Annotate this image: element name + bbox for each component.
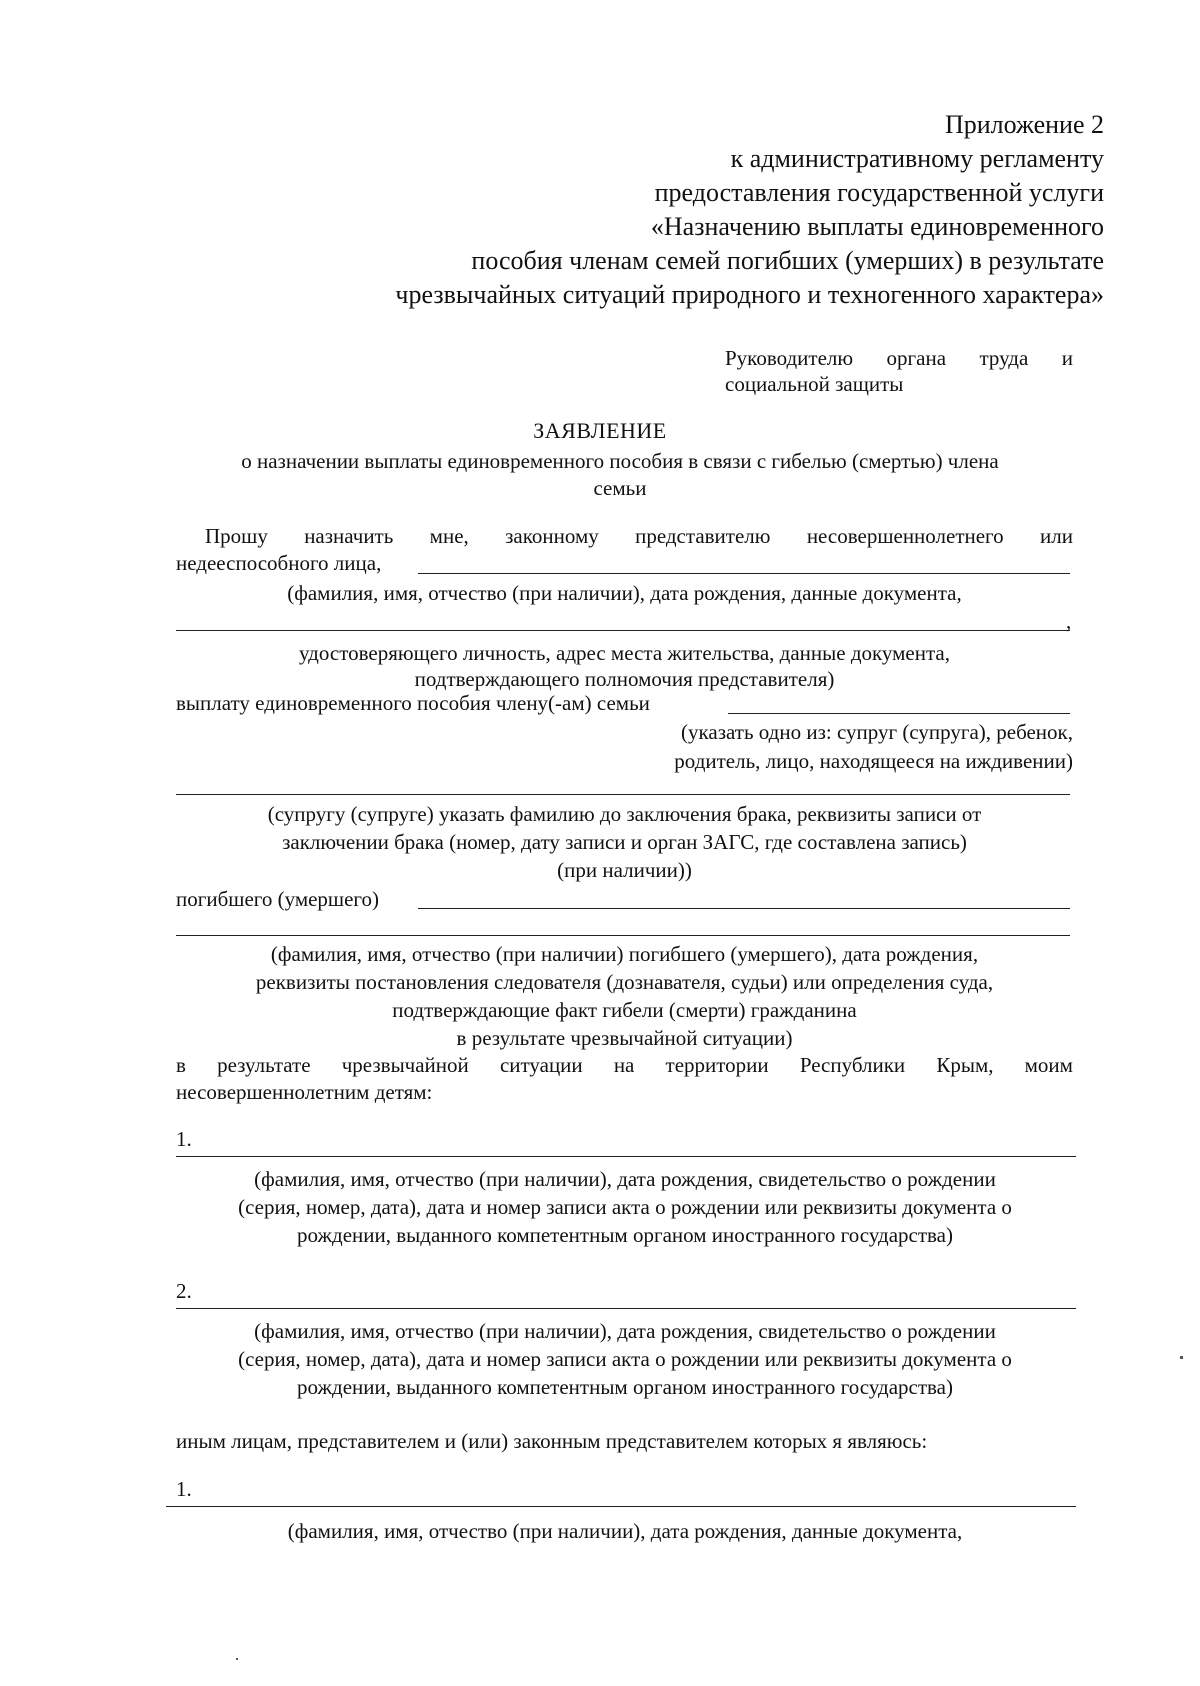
request-paragraph-line2: недееспособного лица,: [176, 551, 382, 575]
hint-line: родитель, лицо, находящееся на иждивении): [674, 749, 1073, 773]
hint-child-2: [170, 1317, 1080, 1401]
other-1-field-line[interactable]: [166, 1506, 1076, 1507]
child-1-field-line[interactable]: [176, 1156, 1076, 1157]
word: Республики: [799, 1053, 906, 1077]
word: Руководителю: [725, 346, 854, 370]
hint-line: (фамилия, имя, отчество (при наличии), дата рождения, свидетельство о рождении: [254, 1167, 996, 1191]
children-paragraph-line1: [176, 1052, 1073, 1078]
hint-line: подтверждающие факт гибели (смерти) гражданина: [392, 998, 857, 1022]
hint-line: удостоверяющего личность, адрес места жительства, данные документа,: [299, 641, 950, 665]
hint-spouse: [176, 800, 1073, 884]
spouse-field-line[interactable]: [176, 794, 1070, 795]
document-title: ЗАЯВЛЕНИЕ: [533, 418, 667, 443]
hint-line: (фамилия, имя, отчество (при наличии), дата рождения, свидетельство о рождении: [254, 1319, 996, 1343]
word: или: [1040, 524, 1073, 548]
payment-line: выплату единовременного пособия члену(-ам) семьи: [176, 691, 650, 715]
hint-line: подтверждающего полномочия представителя): [414, 667, 835, 691]
request-paragraph-line1: [205, 523, 1073, 549]
deceased-label: погибшего (умершего): [176, 887, 380, 911]
word: назначить: [304, 524, 394, 548]
appendix-line: предоставления государственной услуги: [654, 178, 1104, 207]
word: органа: [886, 346, 947, 370]
appendix-header: [395, 108, 1104, 312]
addressee-line1: [725, 345, 1073, 371]
document-subtitle: [160, 448, 1080, 502]
applicant-field-line-2[interactable]: [176, 630, 1070, 631]
appendix-line: пособия членам семей погибших (умерших) в результате: [471, 246, 1104, 275]
hint-line: рождении, выданного компетентным органом иностранного государства): [297, 1223, 953, 1247]
scan-mark: [236, 1658, 238, 1660]
hint-line: (указать одно из: супруг (супруга), ребенок,: [681, 720, 1073, 744]
subtitle-line: семьи: [593, 476, 647, 500]
appendix-line: чрезвычайных ситуаций природного и техногенного характера»: [395, 280, 1104, 309]
hint-line: заключении брака (номер, дату записи и орган ЗАГС, где составлена запись): [282, 830, 967, 854]
word: территории: [665, 1053, 769, 1077]
deceased-field-line-2[interactable]: [176, 935, 1070, 936]
applicant-field-line[interactable]: [418, 573, 1070, 574]
word: Крым,: [936, 1053, 994, 1077]
subtitle-line: о назначении выплаты единовременного пособия в связи с гибелью (смертью) члена: [241, 449, 999, 473]
word: на: [613, 1053, 635, 1077]
word: и: [1061, 346, 1073, 370]
other-1-number: 1.: [176, 1477, 192, 1501]
appendix-line: Приложение 2: [944, 110, 1104, 139]
hint-applicant-2: [176, 640, 1073, 692]
relation-field-line[interactable]: [728, 713, 1070, 714]
scan-mark: [1180, 1356, 1183, 1359]
child-1-number: 1.: [176, 1127, 192, 1151]
hint-line: в результате чрезвычайной ситуации): [456, 1026, 793, 1050]
deceased-field-line[interactable]: [418, 908, 1070, 909]
hint-deceased: [176, 940, 1073, 1052]
hint-line: (при наличии)): [557, 858, 692, 882]
word: мне,: [429, 524, 469, 548]
word: труда: [979, 346, 1029, 370]
word: законному: [505, 524, 599, 548]
hint-line: (серия, номер, дата), дата и номер записи акта о рождении или реквизиты документа о: [238, 1195, 1012, 1219]
hint-line: (супругу (супруге) указать фамилию до заключения брака, реквизиты записи от: [267, 802, 982, 826]
children-paragraph-line2: несовершеннолетним детям:: [176, 1080, 433, 1104]
comma: ,: [1066, 609, 1072, 633]
hint-relation: [674, 718, 1073, 776]
hint-child-1: [170, 1165, 1080, 1249]
others-line: иным лицам, представителем и (или) законным представителем которых я являюсь:: [176, 1429, 928, 1453]
addressee-line2: социальной защиты: [725, 372, 904, 396]
word: результате: [217, 1053, 311, 1077]
hint-applicant: (фамилия, имя, отчество (при наличии), дата рождения, данные документа,: [287, 581, 962, 605]
word: Прошу: [205, 524, 268, 548]
hint-line: реквизиты постановления следователя (дознавателя, судьи) или определения суда,: [255, 970, 994, 994]
word: чрезвычайной: [341, 1053, 469, 1077]
word: представителю: [635, 524, 771, 548]
hint-line: (фамилия, имя, отчество (при наличии) погибшего (умершего), дата рождения,: [270, 942, 979, 966]
appendix-line: к административному регламенту: [730, 144, 1104, 173]
word: моим: [1024, 1053, 1073, 1077]
appendix-line: «Назначению выплаты единовременного: [650, 212, 1104, 241]
hint-other-1: (фамилия, имя, отчество (при наличии), дата рождения, данные документа,: [287, 1519, 963, 1543]
word: ситуации: [499, 1053, 583, 1077]
word: в: [176, 1053, 186, 1077]
child-2-number: 2.: [176, 1279, 192, 1303]
word: несовершеннолетнего: [806, 524, 1004, 548]
child-2-field-line[interactable]: [176, 1308, 1076, 1309]
hint-line: рождении, выданного компетентным органом иностранного государства): [297, 1375, 953, 1399]
addressee: [725, 345, 1073, 397]
hint-line: (серия, номер, дата), дата и номер записи акта о рождении или реквизиты документа о: [238, 1347, 1012, 1371]
